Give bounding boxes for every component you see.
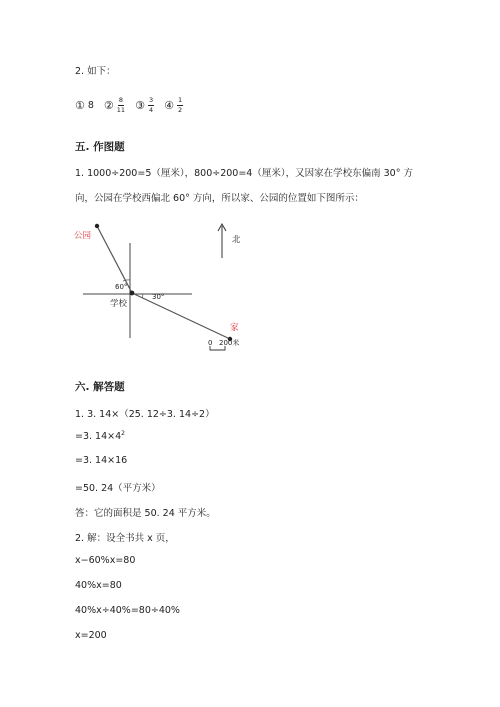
- answer-1-value: 8: [87, 99, 94, 111]
- school-point: [130, 291, 135, 296]
- problem1-answer: 答：它的面积是 50. 24 平方米。: [75, 508, 216, 519]
- answer-3-marker: ③: [135, 98, 145, 112]
- answer-4: [164, 97, 183, 113]
- answer-1: [75, 99, 94, 112]
- park-label: 公园: [74, 231, 92, 241]
- answer-4-numerator: 1: [177, 96, 183, 104]
- section5-line1: 1. 1000÷200=5（厘米），800÷200=4（厘米），又因家在学校东偏南 30° 方: [75, 168, 413, 179]
- answer-2-denominator: 11: [116, 105, 126, 114]
- angle-30-arc: [142, 294, 143, 298]
- answer-1-marker: ①: [75, 98, 85, 112]
- north-label: 北: [232, 235, 241, 245]
- problem2-line2: x−60%x=80: [75, 555, 136, 566]
- school-label: 学校: [110, 299, 128, 309]
- answer-3-fraction: [148, 97, 154, 113]
- answer-3: [135, 97, 154, 113]
- answer-4-denominator: 2: [177, 105, 183, 114]
- problem1-line2: [75, 430, 125, 442]
- position-diagram: [70, 218, 260, 353]
- home-label: 家: [230, 323, 239, 333]
- section6-title: 六. 解答题: [75, 381, 125, 393]
- answer-2-marker: ②: [103, 98, 114, 112]
- problem1-line2-base: =3. 14×4: [75, 431, 122, 443]
- scale-label: 200米: [219, 339, 240, 347]
- answer-3-numerator: 3: [148, 96, 154, 104]
- angle-60-arc: [123, 280, 130, 281]
- section5-title: 五. 作图题: [75, 141, 125, 153]
- answer-4-fraction: [177, 97, 183, 113]
- section5-line2: 向，公园在学校西偏北 60° 方向，所以家、公园的位置如下图所示：: [75, 193, 364, 204]
- answer-2-fraction: [117, 97, 125, 113]
- answer-list: [75, 97, 183, 113]
- problem1-line3: =3. 14×16: [75, 455, 128, 466]
- problem2-line5: x=200: [75, 630, 107, 641]
- problem2-line1: 2. 解：设全书共 x 页，: [75, 533, 175, 544]
- answer-4-marker: ④: [164, 98, 174, 112]
- angle-60-label: 60°: [115, 283, 128, 291]
- problem1-line2-exponent: 2: [121, 430, 125, 437]
- park-point: [95, 224, 99, 228]
- problem1-line1: 1. 3. 14×（25. 12÷3. 14÷2）: [75, 409, 215, 420]
- problem1-line4: =50. 24（平方米）: [75, 483, 161, 494]
- scale-zero: 0: [208, 339, 213, 347]
- answer-3-denominator: 4: [148, 105, 154, 114]
- answer-2-numerator: 8: [118, 96, 123, 104]
- problem2-line4: 40%x÷40%=80÷40%: [75, 605, 180, 616]
- item2-label: 2. 如下：: [75, 66, 116, 77]
- line-to-home: [132, 293, 230, 339]
- angle-30-label: 30°: [152, 293, 165, 301]
- problem2-line3: 40%x=80: [75, 580, 122, 591]
- answer-2: [104, 97, 125, 113]
